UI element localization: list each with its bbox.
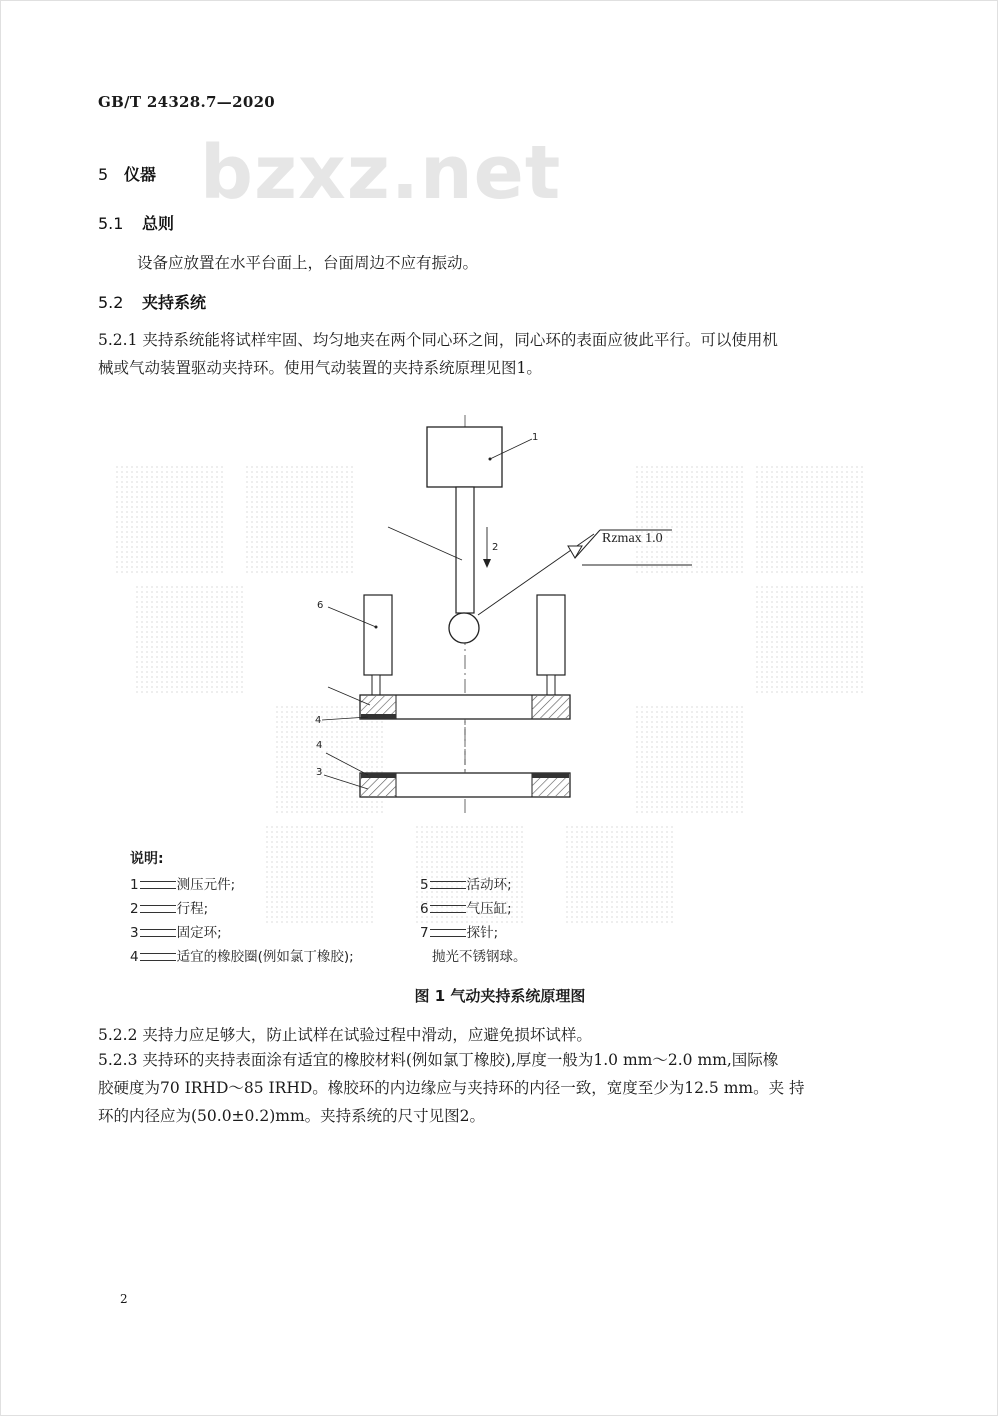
steel-ball-shape bbox=[449, 613, 479, 643]
para-5-2-3-line3: 环的内径应为(50.0±0.2)mm。夹持系统的尺寸见图2。 bbox=[98, 1107, 486, 1125]
fig-label-6: 6 bbox=[317, 600, 324, 611]
legend-item-5-num: 5 bbox=[420, 877, 429, 893]
legend-item-5 bbox=[420, 873, 512, 893]
legend-item-7-num: 7 bbox=[420, 925, 429, 941]
legend-dash bbox=[140, 905, 176, 913]
page-number: 2 bbox=[120, 1292, 128, 1306]
figure-1-caption: 图 1 气动夹持系统原理图 bbox=[414, 987, 586, 1005]
para-5-2-1-line1: 5.2.1 夹持系统能将试样牢固、均匀地夹在两个同心环之间，同心环的表面应彼此平行。可以使用机 bbox=[98, 331, 778, 349]
section-5-2-title: 夹持系统 bbox=[142, 293, 207, 312]
fig-label-4b: 4 bbox=[316, 740, 323, 751]
legend-item-2-text: 行程; bbox=[176, 901, 209, 917]
legend-item-2 bbox=[130, 897, 208, 917]
section-5-heading bbox=[98, 162, 156, 185]
section-5-1-body: 设备应放置在水平台面上，台面周边不应有振动。 bbox=[137, 254, 479, 272]
legend-item-6-text: 气压缸; bbox=[466, 901, 512, 917]
legend-item-6 bbox=[420, 897, 512, 917]
legend-dash bbox=[140, 929, 176, 937]
right-cylinder-shape bbox=[537, 595, 565, 675]
figure-1-diagram bbox=[300, 415, 700, 815]
legend-item-3-num: 3 bbox=[130, 925, 139, 941]
legend-item-3-text: 固定环; bbox=[176, 925, 222, 941]
legend-dash bbox=[430, 905, 466, 913]
site-watermark: bzxz.net bbox=[200, 130, 562, 216]
legend-item-4 bbox=[130, 945, 354, 965]
legend-dash bbox=[430, 929, 466, 937]
section-5-title: 仪器 bbox=[124, 165, 157, 184]
legend-item-6-num: 6 bbox=[420, 901, 429, 917]
para-5-2-3-line2: 胶硬度为70 IRHD～85 IRHD。橡胶环的内边缘应与夹持环的内径一致，宽度至少为12.5 mm。夹 持 bbox=[98, 1079, 805, 1097]
para-5-2-3-line1: 5.2.3 夹持环的夹持表面涂有适宜的橡胶材料(例如氯丁橡胶),厚度一般为1.0 mm～2.0 mm,国际橡 bbox=[98, 1051, 779, 1069]
load-cell-shape bbox=[427, 427, 502, 487]
standard-number: GB/T 24328.7—2020 bbox=[98, 93, 276, 111]
section-5-1-title: 总则 bbox=[142, 214, 175, 233]
legend-item-7 bbox=[420, 921, 498, 941]
legend-item-1-text: 测压元件; bbox=[176, 877, 236, 893]
legend-dash bbox=[140, 881, 176, 889]
fig-label-1: 1 bbox=[532, 432, 539, 443]
legend-item-3 bbox=[130, 921, 222, 941]
fig-label-3: 3 bbox=[316, 767, 323, 778]
para-5-2-2: 5.2.2 夹持力应足够大，防止试样在试验过程中滑动，应避免损坏试样。 bbox=[98, 1026, 592, 1044]
legend-item-5-text: 活动环; bbox=[466, 877, 512, 893]
legend-item-1-num: 1 bbox=[130, 877, 139, 893]
legend-dash bbox=[140, 953, 176, 961]
legend-title: 说明: bbox=[130, 851, 164, 867]
probe-rod-shape bbox=[456, 487, 474, 613]
section-5-2-heading bbox=[98, 290, 206, 313]
section-5-2-number: 5.2 bbox=[98, 293, 124, 312]
para-5-2-1-line2: 械或气动装置驱动夹持环。使用气动装置的夹持系统原理见图1。 bbox=[98, 359, 542, 377]
legend-item-1 bbox=[130, 873, 235, 893]
legend-item-7-text: 探针; bbox=[466, 925, 499, 941]
section-5-1-number: 5.1 bbox=[98, 214, 124, 233]
legend-item-4-num: 4 bbox=[130, 949, 139, 965]
section-5-1-heading bbox=[98, 211, 174, 234]
fig-label-2: 2 bbox=[492, 542, 499, 553]
legend-item-2-num: 2 bbox=[130, 901, 139, 917]
fig-roughness-label: Rzmax 1.0 bbox=[602, 531, 663, 546]
section-5-number: 5 bbox=[98, 165, 109, 184]
fig-label-4a: 4 bbox=[315, 715, 322, 726]
legend-item-7b: 抛光不锈钢球。 bbox=[432, 949, 527, 965]
legend-dash bbox=[430, 881, 466, 889]
legend-item-4-text: 适宜的橡胶圈(例如氯丁橡胶); bbox=[176, 949, 354, 965]
left-cylinder-shape bbox=[364, 595, 392, 675]
